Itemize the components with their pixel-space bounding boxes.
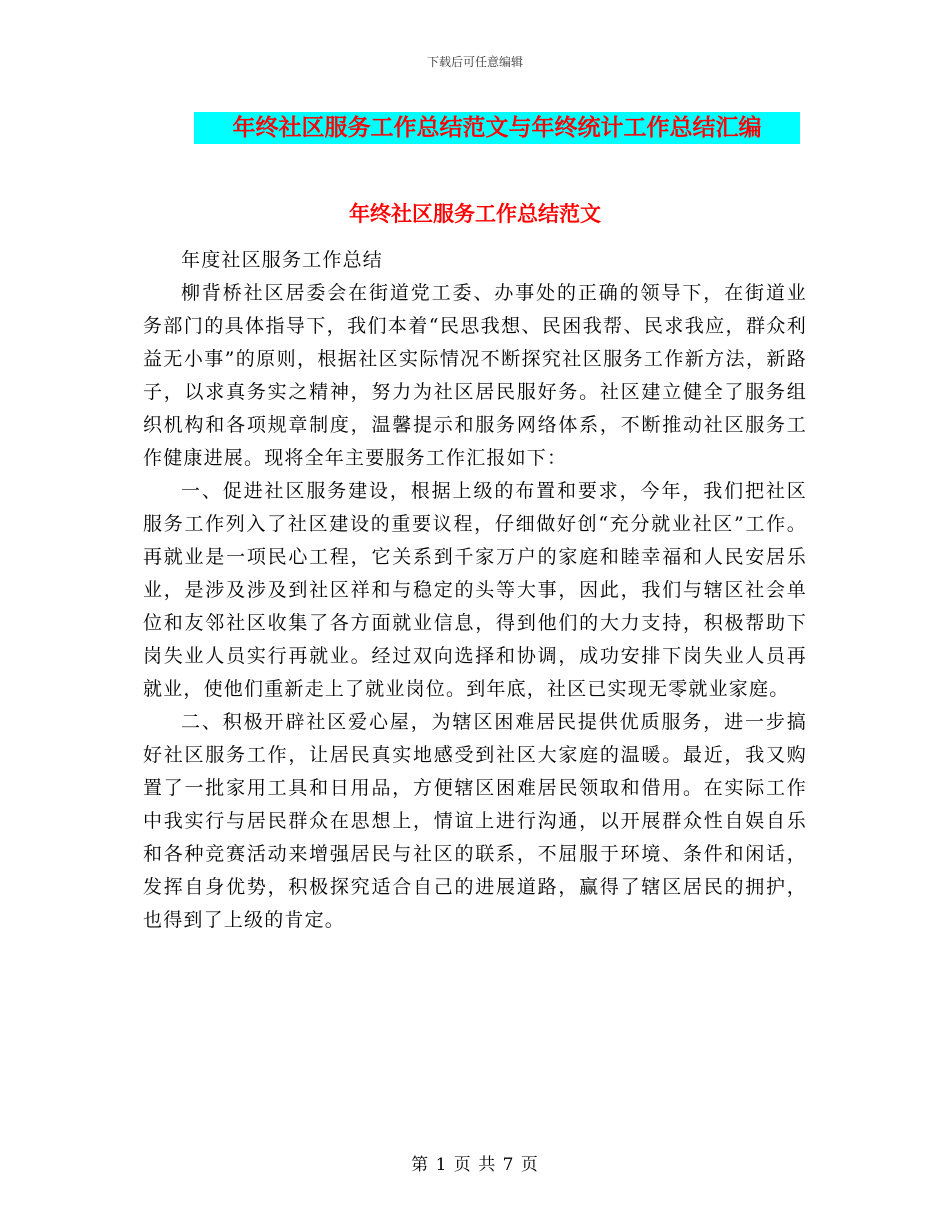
header-note: 下载后可任意编辑 (426, 55, 523, 69)
document-body (143, 244, 807, 937)
paragraph-section-one: 一、促进社区服务建设，根据上级的布置和要求，今年，我们把社区服务工作列入了社区建设的重要议程，仔细做好创“充分就业社区”工作。再就业是一项民心工程，它关系到千家万户的家庭和睦幸福和人民安居乐业，是涉及涉及到社区祥和与稳定的头等大事，因此，我们与辖区社会单位和友邻社区收集了各方面就业信息，得到他们的大力支持，积极帮助下岗失业人员实行再就业。经过双向选择和协调，成功安排下岗失业人员再就业，使他们重新走上了就业岗位。到年底，社区已实现无零就业家庭。 (143, 480, 807, 700)
paragraph-heading: 年度社区服务工作总结 (181, 249, 384, 271)
paragraph-section-two: 二、积极开辟社区爱心屋，为辖区困难居民提供优质服务，进一步搞好社区服务工作，让居民真实地感受到社区大家庭的温暖。最近，我又购置了一批家用工具和日用品，方便辖区困难居民领取和借用。在实际工作中我实行与居民群众在思想上，情谊上进行沟通，以开展群众性自娱自乐和各种竞赛活动来增强居民与社区的联系，不屈服于环境、条件和闲话，发挥自身优势，积极探究适合自己的进展道路，赢得了辖区居民的拥护，也得到了上级的肯定。 (143, 711, 807, 931)
section-title: 年终社区服务工作总结范文 (349, 201, 601, 226)
paragraph-intro: 柳背桥社区居委会在街道党工委、办事处的正确的领导下，在街道业务部门的具体指导下，我们本着“民思我想、民困我帮、民求我应，群众利益无小事”的原则，根据社区实际情况不断探究社区服务工作新方法，新路子，以求真务实之精神，努力为社区居民服好务。社区建立健全了服务组织机构和各项规章制度，温馨提示和服务网络体系，不断推动社区服务工作健康进展。现将全年主要服务工作汇报如下： (143, 282, 807, 469)
page-footer: 第 1 页 共 7 页 (411, 1155, 539, 1175)
document-main-title: 年终社区服务工作总结范文与年终统计工作总结汇编 (194, 112, 800, 144)
